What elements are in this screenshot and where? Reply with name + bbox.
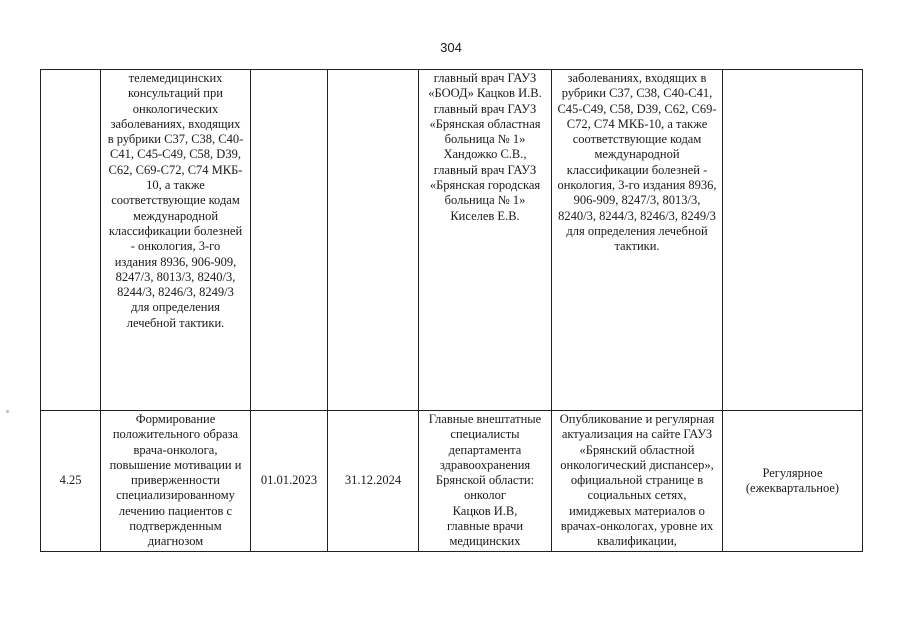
text-line: в рубрики С37, С38, С40- xyxy=(107,132,244,147)
text-line: врача-онколога, xyxy=(133,442,218,457)
text-line: заболеваниях, входящих в xyxy=(567,71,707,85)
text-line: диагнозом xyxy=(147,534,204,549)
text-line: имиджевых материалов о xyxy=(569,503,705,518)
text-line: врачах-онкологах, уровне их xyxy=(560,519,714,534)
text-line: С41, С45-С49, С58, D39, xyxy=(110,147,241,162)
text-line: международной xyxy=(594,147,680,162)
text-line: актуализация на сайте ГАУЗ xyxy=(561,427,713,442)
text-line: классификации болезней xyxy=(108,223,243,238)
start-date-cell: 01.01.2023 xyxy=(251,411,328,552)
result-cell xyxy=(552,411,723,552)
responsible-cell xyxy=(419,411,552,552)
text-line: заболеваниях, входящих xyxy=(110,116,241,131)
text-line: 8244/3, 8246/3, 8249/3 xyxy=(117,285,234,300)
text-line: официальной странице в xyxy=(570,473,704,488)
text-line: Брянской области: xyxy=(435,473,535,488)
table-row xyxy=(41,70,863,411)
text-line: здравоохранения xyxy=(439,457,531,472)
text-line: С62, С69-С72, С74 МКБ- xyxy=(108,162,243,177)
text-line: социальных сетях, xyxy=(587,488,687,503)
text-line: 10, а также xyxy=(146,178,205,193)
text-line: издания 8936, 906-909, xyxy=(114,254,237,269)
result-cell xyxy=(552,70,723,411)
text-line: Кацков И.В, xyxy=(452,503,518,518)
text-line: больница № 1» xyxy=(444,132,526,147)
text-line: специалисты xyxy=(450,427,520,442)
text-line: Хандожко С.В., xyxy=(443,147,527,162)
text-line: Киселев Е.В. xyxy=(450,208,520,223)
text-line: для определения лечебной xyxy=(566,223,708,238)
text-line: квалификации, xyxy=(597,534,677,549)
text-line: соответствующие кодам xyxy=(111,193,240,208)
text-line: (ежеквартальное) xyxy=(745,480,840,495)
text-line: главный врач ГАУЗ xyxy=(433,101,537,116)
activity-cell xyxy=(101,411,251,552)
text-line: «БООД» Кацков И.В. xyxy=(428,86,542,101)
text-line: онкологических xyxy=(132,101,219,116)
text-line: онкологический диспансер», xyxy=(560,457,714,472)
text-line: медицинских xyxy=(449,534,521,549)
text-line: онколог xyxy=(463,488,507,503)
text-line: 8240/3, 8244/3, 8246/3, 8249/3 xyxy=(558,208,716,223)
table-row xyxy=(41,411,863,552)
text-line: главный врач ГАУЗ xyxy=(433,71,537,85)
text-line: 8247/3, 8013/3, 8240/3, xyxy=(115,269,236,284)
text-line: «Брянская городская xyxy=(429,178,541,193)
text-line: Опубликование и регулярная xyxy=(559,412,715,426)
text-line: консультаций при xyxy=(128,86,223,101)
row-number-cell: 4.25 xyxy=(41,411,101,552)
text-line: для определения xyxy=(131,300,220,315)
text-line: подтвержденным xyxy=(129,519,222,534)
text-line: главный врач ГАУЗ xyxy=(433,162,537,177)
text-line: международной xyxy=(132,208,219,223)
end-date-cell: 31.12.2024 xyxy=(328,411,419,552)
activity-cell xyxy=(101,70,251,411)
frequency-cell xyxy=(723,70,863,411)
text-line: лечению пациентов с xyxy=(118,503,233,518)
text-line: главные врачи xyxy=(446,519,524,534)
text-line: Главные внештатные xyxy=(428,412,542,426)
text-line: больница № 1» xyxy=(444,193,526,208)
text-line: «Брянская областная xyxy=(429,116,541,131)
start-date-cell xyxy=(251,70,328,411)
text-line: соответствующие кодам xyxy=(572,132,702,147)
text-line: телемедицинских xyxy=(128,71,223,85)
responsible-cell xyxy=(419,70,552,411)
text-line: «Брянский областной xyxy=(579,442,695,457)
text-line: департамента xyxy=(448,442,522,457)
text-line: повышение мотивации и xyxy=(109,457,242,472)
text-line: С45-С49, С58, D39, С62, С69- xyxy=(557,101,717,116)
text-line: Регулярное xyxy=(762,465,823,480)
text-line: положительного образа xyxy=(112,427,239,442)
text-line: лечебной тактики. xyxy=(126,315,225,330)
text-line: специализированному xyxy=(116,488,235,503)
page-number: 304 xyxy=(440,40,462,55)
text-line: приверженности xyxy=(131,473,220,488)
plan-table xyxy=(40,69,863,552)
text-line: классификации болезней - xyxy=(566,162,708,177)
end-date-cell xyxy=(328,70,419,411)
text-line: 906-909, 8247/3, 8013/3, xyxy=(573,193,701,208)
frequency-cell xyxy=(723,411,863,552)
text-line: С72, С74 МКБ-10, а также xyxy=(566,116,708,131)
row-number-cell xyxy=(41,70,101,411)
scan-mark xyxy=(6,410,9,413)
text-line: рубрики С37, С38, С40-С41, xyxy=(561,86,713,101)
text-line: Формирование xyxy=(135,412,216,426)
text-line: тактики. xyxy=(614,239,660,254)
text-line: - онкология, 3-го xyxy=(130,239,221,254)
text-line: онкология, 3-го издания 8936, xyxy=(557,178,717,193)
